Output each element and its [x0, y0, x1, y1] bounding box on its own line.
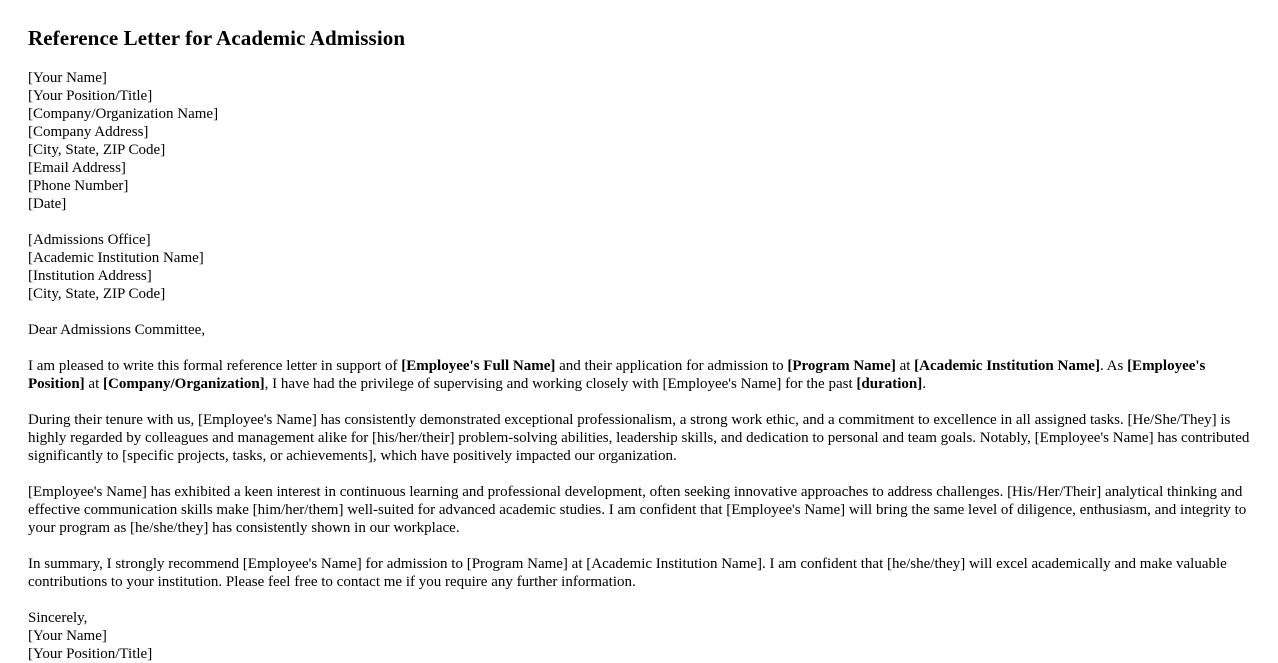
para1-bold-employee-name: [Employee's Full Name] [401, 358, 556, 375]
signature-line: [Your Position/Title] [28, 646, 153, 663]
sender-line: [Your Position/Title] [28, 88, 153, 105]
recipient-line: [City, State, ZIP Code] [28, 286, 166, 303]
para1-bold-program-name: [Program Name] [787, 358, 896, 375]
para1-bold-institution-name: [Academic Institution Name] [914, 358, 1100, 375]
sender-line: [Company Address] [28, 124, 149, 141]
sender-line: [Email Address] [28, 160, 126, 177]
signature-line: [Your Name] [28, 628, 107, 645]
para1-text: , I have had the privilege of supervising and working closely with [Employee's Name] for the past [264, 376, 857, 393]
paragraph-1 [28, 357, 1250, 393]
sender-line: [Phone Number] [28, 178, 129, 195]
sender-line: [Company/Organization Name] [28, 106, 219, 123]
para1-bold-duration: [duration] [856, 376, 923, 393]
sender-line: [Date] [28, 196, 67, 213]
sender-address-block [28, 69, 1250, 213]
sender-line: [Your Name] [28, 70, 107, 87]
para1-text: . [922, 376, 926, 393]
salutation: Dear Admissions Committee, [28, 322, 206, 339]
para1-text: at [895, 358, 915, 375]
para1-bold-employee-position: [Employee's Position] [28, 358, 1206, 393]
paragraph-4: In summary, I strongly recommend [Employee's Name] for admission to [Program Name] at [Academic Institution Name]. I am confident that [he/she/they] will excel academically and make valuable contributions to your institution. Please feel free to contact me if you require any further information. [28, 556, 1227, 591]
paragraph-3: [Employee's Name] has exhibited a keen interest in continuous learning and professional development, often seeking innovative approaches to address challenges. [His/Her/Their] analytical thinking and effective communication skills make [him/her/them] well-suited for advanced academic studies. I am confident that [Employee's Name] will bring the same level of diligence, enthusiasm, and integrity to your program as [he/she/they] has consistently shown in our workplace. [28, 484, 1247, 537]
signature-block [28, 609, 1250, 663]
para1-text: and their application for admission to [555, 358, 788, 375]
para1-text: I am pleased to write this formal reference letter in support of [28, 358, 402, 375]
para1-bold-company: [Company/Organization] [103, 376, 265, 393]
paragraph-2: During their tenure with us, [Employee's Name] has consistently demonstrated exceptional professionalism, a strong work ethic, and a commitment to excellence in all assigned tasks. [He/She/They] is highly regarded by colleagues and management alike for [his/her/their] problem-solving abilities, leadership skills, and dedication to personal and team goals. Notably, [Employee's Name] has contributed significantly to [specific projects, tasks, or achievements], which have positively impacted our organization. [28, 412, 1250, 465]
recipient-address-block [28, 231, 1250, 303]
closing: Sincerely, [28, 610, 88, 627]
sender-line: [City, State, ZIP Code] [28, 142, 166, 159]
recipient-line: [Institution Address] [28, 268, 152, 285]
recipient-line: [Admissions Office] [28, 232, 151, 249]
recipient-line: [Academic Institution Name] [28, 250, 204, 267]
para1-text: . As [1099, 358, 1128, 375]
page-title: Reference Letter for Academic Admission [28, 26, 406, 50]
para1-text: at [84, 376, 103, 393]
